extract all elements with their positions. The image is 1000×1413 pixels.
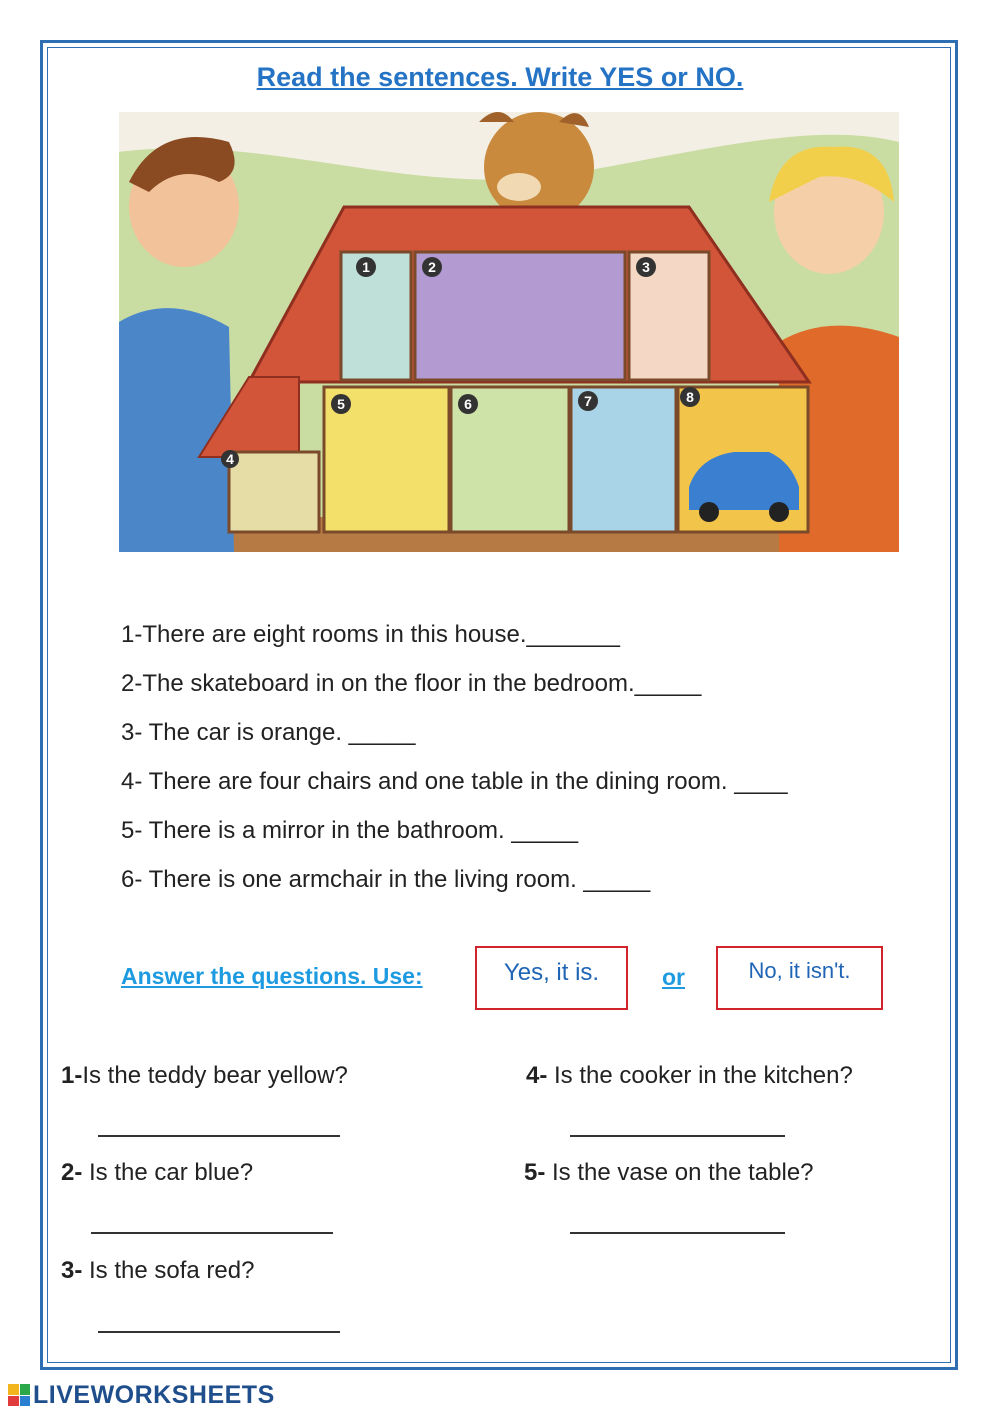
answer-line-3[interactable] bbox=[98, 1331, 340, 1333]
room-number-4: 4 bbox=[226, 451, 234, 467]
room-number-3: 3 bbox=[642, 259, 650, 275]
answer-line-5[interactable] bbox=[570, 1232, 785, 1234]
question-2 bbox=[61, 1159, 253, 1187]
question-text: Is the sofa red? bbox=[82, 1257, 255, 1284]
room-number-1: 1 bbox=[362, 259, 370, 275]
question-text: Is the car blue? bbox=[82, 1159, 254, 1186]
logo-text: LIVEWORKSHEETS bbox=[33, 1380, 275, 1409]
question-number: 5- bbox=[524, 1159, 546, 1186]
question-1 bbox=[61, 1062, 348, 1090]
sentence-6: 6- There is one armchair in the living room. _____ bbox=[121, 866, 651, 893]
house-illustration bbox=[119, 112, 899, 552]
question-number: 4- bbox=[526, 1062, 548, 1089]
room-number-7: 7 bbox=[584, 393, 592, 409]
question-4 bbox=[526, 1062, 853, 1090]
answer-line-1[interactable] bbox=[98, 1135, 340, 1137]
logo-icon bbox=[8, 1384, 30, 1406]
question-3 bbox=[61, 1257, 254, 1285]
liveworksheets-logo bbox=[8, 1380, 275, 1410]
yes-no-sentences bbox=[121, 618, 788, 912]
room-number-6: 6 bbox=[464, 396, 472, 412]
question-5 bbox=[524, 1159, 814, 1187]
question-text: Is the cooker in the kitchen? bbox=[547, 1062, 853, 1089]
sentence-1: 1-There are eight rooms in this house._______ bbox=[121, 621, 620, 648]
question-text: Is the teddy bear yellow? bbox=[82, 1062, 348, 1089]
room-number-5: 5 bbox=[337, 396, 345, 412]
answer-line-2[interactable] bbox=[91, 1232, 333, 1234]
question-text: Is the vase on the table? bbox=[545, 1159, 814, 1186]
worksheet-title: Read the sentences. Write YES or NO. bbox=[256, 62, 744, 92]
boy-figure bbox=[119, 137, 239, 552]
question-number: 3- bbox=[61, 1257, 83, 1284]
sentence-4: 4- There are four chairs and one table in the dining room. ____ bbox=[121, 768, 788, 795]
room-number-2: 2 bbox=[428, 259, 436, 275]
answer-instruction: Answer the questions. Use: bbox=[121, 963, 423, 989]
or-label: or bbox=[662, 964, 685, 990]
answer-line-4[interactable] bbox=[570, 1135, 785, 1137]
sentence-2: 2-The skateboard in on the floor in the bedroom._____ bbox=[121, 670, 702, 697]
sentence-3: 3- The car is orange. _____ bbox=[121, 719, 416, 746]
option-no-box: No, it isn't. bbox=[716, 946, 883, 1010]
sentence-5: 5- There is a mirror in the bathroom. _____ bbox=[121, 817, 579, 844]
question-number: 2- bbox=[61, 1159, 83, 1186]
question-number: 1- bbox=[61, 1062, 83, 1089]
room-number-8: 8 bbox=[686, 389, 694, 405]
option-yes-box: Yes, it is. bbox=[475, 946, 628, 1010]
